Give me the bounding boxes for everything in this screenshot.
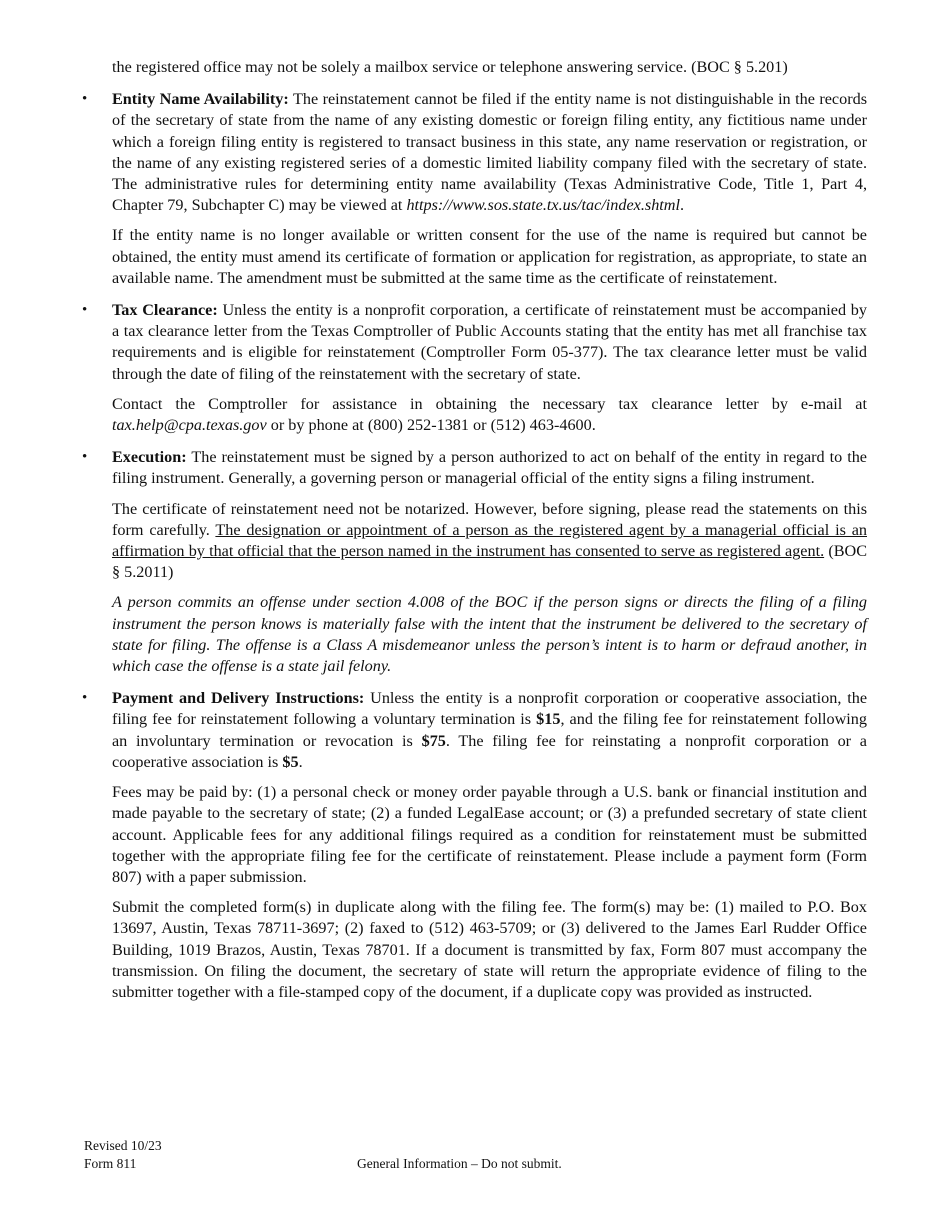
payment-text-c: . The filing fee for reinstating a nonprofit corporation or a cooperative association is [112,731,867,771]
execution-paragraph-1 [112,447,867,489]
payment-text-a: Unless the entity is a nonprofit corporation or cooperative association, the filing fee for reinstatement following a voluntary termination is [112,689,868,729]
intro-paragraph: the registered office may not be solely a mailbox service or telephone answering service. (BOC § 5.201) [112,58,788,76]
execution-paragraph-2 [112,499,867,584]
section-entity-name-availability [82,89,867,289]
revised-date: Revised 10/23 [84,1138,162,1153]
entity-name-heading: Entity Name Availability: [112,90,289,109]
fee-involuntary: $75 [421,731,446,750]
form-number: Form 811 [84,1156,137,1171]
offense-warning [112,592,867,677]
payment-text-b: , and the filing fee for reinstatement following an involuntary termination or revocation is [112,710,867,750]
document-body [82,57,868,1003]
payment-heading: Payment and Delivery Instructions: [112,689,365,708]
bullet-icon: • [82,690,88,707]
entity-name-paragraph-1 [112,89,867,216]
payment-methods-paragraph: Fees may be paid by: (1) a personal check or money order payable through a U.S. bank or financial institution and made payable to the secretary of state; (2) a funded LegalEase account; or (3) a prefunded secretary of state client account. Applicable fees for any additional filings required as a condition for reinstatement must be submitted together with the appropriate filing fee for the certificate of reinstatement. Please include a payment form (Form 807) with a paper submission. [112,783,867,886]
tax-clearance-paragraph-1 [112,300,867,385]
payment-text-d: . [298,752,303,771]
entity-name-text: The reinstatement cannot be filed if the entity name is not distinguishable in the records of the secretary of state from the name of any existing domestic or foreign filing entity, any fictitious name under which a foreign filing entity is registered to transact business in this state, any name reservation or registration, or the name of any existing registered series of a domestic limited liability company filed with the secretary of state. The administrative rules for determining entity name availability (Texas Administrative Code, Title 1, Part 4, Chapter 79, Subchapter C) may be viewed at [112,90,867,215]
execution-text: The reinstatement must be signed by a person authorized to act on behalf of the entity in regard to the filing instrument. Generally, a governing person or managerial official of the entity signs a filing instrument. [112,448,867,488]
delivery-paragraph: Submit the completed form(s) in duplicate along with the filing fee. The form(s) may be: (1) mailed to P.O. Box 13697, Austin, Texas 78711-3697; (2) faxed to (512) 463-5709; or (3) delivered to the James Earl Rudder Office Building, 1019 Brazos, Austin, Texas 78701. If a document is transmitted by fax, Form 807 must accompany the transmission. On filing the document, the secretary of state will return the appropriate evidence of filing to the submitter together with a file-stamped copy of the document, if a duplicate copy was provided as instructed. [112,898,867,1001]
tac-url-link[interactable]: https://www.sos.state.tx.us/tac/index.shtml [406,196,680,215]
notarize-text: The certificate of reinstatement need not be notarized. However, before signing, please read the statements on this form carefully. [112,499,867,539]
tax-clearance-text: Unless the entity is a nonprofit corporation, a certificate of reinstatement must be accompanied by a tax clearance letter from the Texas Comptroller of Public Accounts stating that the entity has met all franchise tax requirements and is eligible for reinstatement (Comptroller Form 05-377). The tax clearance letter must be valid through the date of filing of the reinstatement with the secretary of state. [112,301,867,383]
tax-phone-text: or by phone at (800) 252-1381 or (512) 463-4600. [266,416,596,435]
tax-clearance-heading: Tax Clearance: [112,301,218,320]
entity-name-paragraph-2: If the entity name is no longer available or written consent for the use of the name is required but cannot be obtained, the entity must amend its certificate of formation or application for registration, as appropriate, to state an available name. The amendment must be submitted at the same time as the certificate of reinstatement. [112,226,867,287]
offense-warning-text: A person commits an offense under section 4.008 of the BOC if the person signs or directs the filing of a filing instrument the person knows is materially false with the intent that the instrument be delivered to the secretary of state for filing. The offense is a Class A misdemeanor unless the person’s intent is to harm or defraud another, in which case the offense is a state jail felony. [112,593,867,676]
bullet-icon: • [82,91,88,108]
tax-clearance-paragraph-2 [112,394,867,436]
boc-citation: (BOC § 5.2011) [112,542,867,582]
execution-heading: Execution: [112,448,187,467]
tax-email-link[interactable]: tax.help@cpa.texas.gov [112,416,267,435]
section-tax-clearance [82,300,867,436]
registered-agent-affirmation: The designation or appointment of a person as the registered agent by a managerial official is an affirmation by that official that the person named in the instrument has consented to serve as registered agent. [112,520,867,561]
section-execution [82,447,867,677]
section-payment-delivery [82,688,868,1003]
entity-name-end: . [679,196,685,215]
bullet-icon: • [82,449,88,466]
fee-voluntary: $15 [536,710,561,729]
tax-contact-text: Contact the Comptroller for assistance in obtaining the necessary tax clearance letter by e-mail at [112,394,867,413]
footer-form-info [84,1137,162,1173]
bullet-icon: • [82,302,88,319]
payment-paragraph-1 [112,688,867,773]
fee-nonprofit: $5 [282,752,299,771]
footer-notice: General Information – Do not submit. [357,1156,562,1171]
